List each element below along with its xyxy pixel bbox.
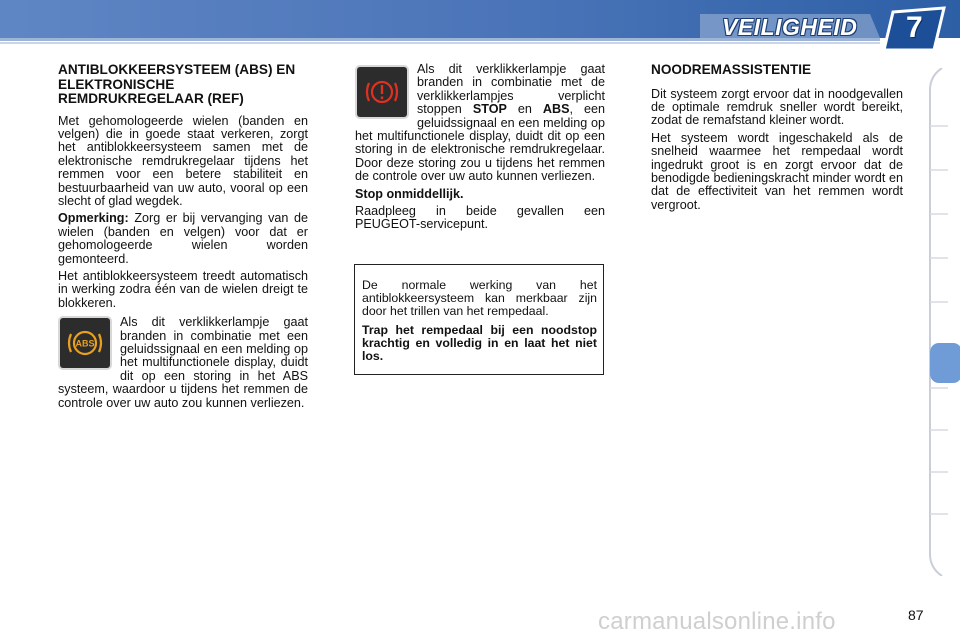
paragraph-text: Als dit verklikkerlampje gaat branden in combinatie met een geluidssignaal en een melding op het multifunctionele display, duidt dit op een storing in het ABS systeem, waardoor u tijdens het remmen de controle over uw auto zou kunnen verliezen. [58, 315, 308, 410]
info-box [354, 264, 604, 375]
paragraph-text: Als dit verklikkerlampje gaat branden in combinatie met de verklikkerlampjes verplicht stoppen [417, 62, 605, 117]
info-box-text: De normale werking van het antiblokkeersysteem kan merkbaar zijn door het trillen van het rempedaal. [362, 278, 597, 319]
abs-label: ABS [542, 102, 570, 117]
chapter-number: 7 [906, 11, 923, 44]
paragraph [58, 212, 308, 266]
watermark: carmanualsonline.info [598, 608, 836, 635]
section-heading-abs: ANTIBLOKKEERSYSTEEM (ABS) EN ELEKTRONISCHE REMDRUKREGELAAR (REF) [58, 62, 296, 106]
chapter-header [0, 0, 960, 50]
paragraph: Het antiblokkeersysteem treedt automatisch in werking zodra één van de wielen dreigt te blokkeren. [58, 268, 308, 310]
section-heading-brake-assist: NOODREMASSISTENTIE [651, 62, 812, 77]
abs-warning-light-icon [60, 318, 110, 368]
abs-icon-text: ABS [75, 338, 95, 349]
paragraph: Het systeem wordt ingeschakeld als de snelheid waarmee het rempedaal wordt ingedrukt groot is en zorgt ervoor dat de benodigde bedieningskracht minder wordt en dat de effectiviteit van het remmen wordt vergroot. [651, 130, 903, 212]
word-en: en [517, 102, 532, 117]
column-abs [58, 63, 308, 414]
paragraph: Raadpleeg in beide gevallen een PEUGEOT-servicepunt. [355, 204, 605, 232]
active-chapter-tab [930, 343, 960, 383]
header-title: VEILIGHEID [722, 14, 858, 40]
page-number: 87 [908, 607, 924, 623]
brake-warning-light-icon [357, 67, 407, 117]
stop-immediately: Stop onmiddellijk. [355, 186, 464, 201]
note-text: Zorg er bij vervanging van de wielen (banden en velgen) voor dat er gehomologeerde wielen worden gemonteerd. [58, 211, 308, 266]
column-brake-assist [651, 63, 903, 216]
note-label: Opmerking: [58, 211, 129, 226]
paragraph-text: , een geluidssignaal en een melding op het multifunctionele display, duidt dit op een storing in de elektronische remdrukregelaar. Door deze storing zou u tijdens het remmen de controle over uw auto kunnen verliezen. [355, 102, 606, 184]
paragraph: Met gehomologeerde wielen (banden en velgen) die in goede staat verkeren, zorgt het antiblokkeersysteem samen met de elektronische remdrukregelaar tijdens het remmen voor een betere stabiliteit en bestuurbaarheid van uw auto, vooral op een slecht of glad wegdek. [58, 113, 308, 208]
paragraph: Dit systeem zorgt ervoor dat in noodgevallen de optimale remdruk sneller wordt bereikt, zodat de remafstand kleiner wordt. [651, 86, 903, 128]
stop-label: STOP [472, 102, 507, 117]
paragraph-with-icon [58, 316, 308, 410]
chapter-tabs [928, 68, 960, 576]
paragraph-with-icon [355, 63, 605, 184]
info-box-bold: Trap het rempedaal bij een noodstop krachtig en volledig in en laat het niet los. [362, 322, 597, 364]
column-ref [355, 63, 605, 236]
